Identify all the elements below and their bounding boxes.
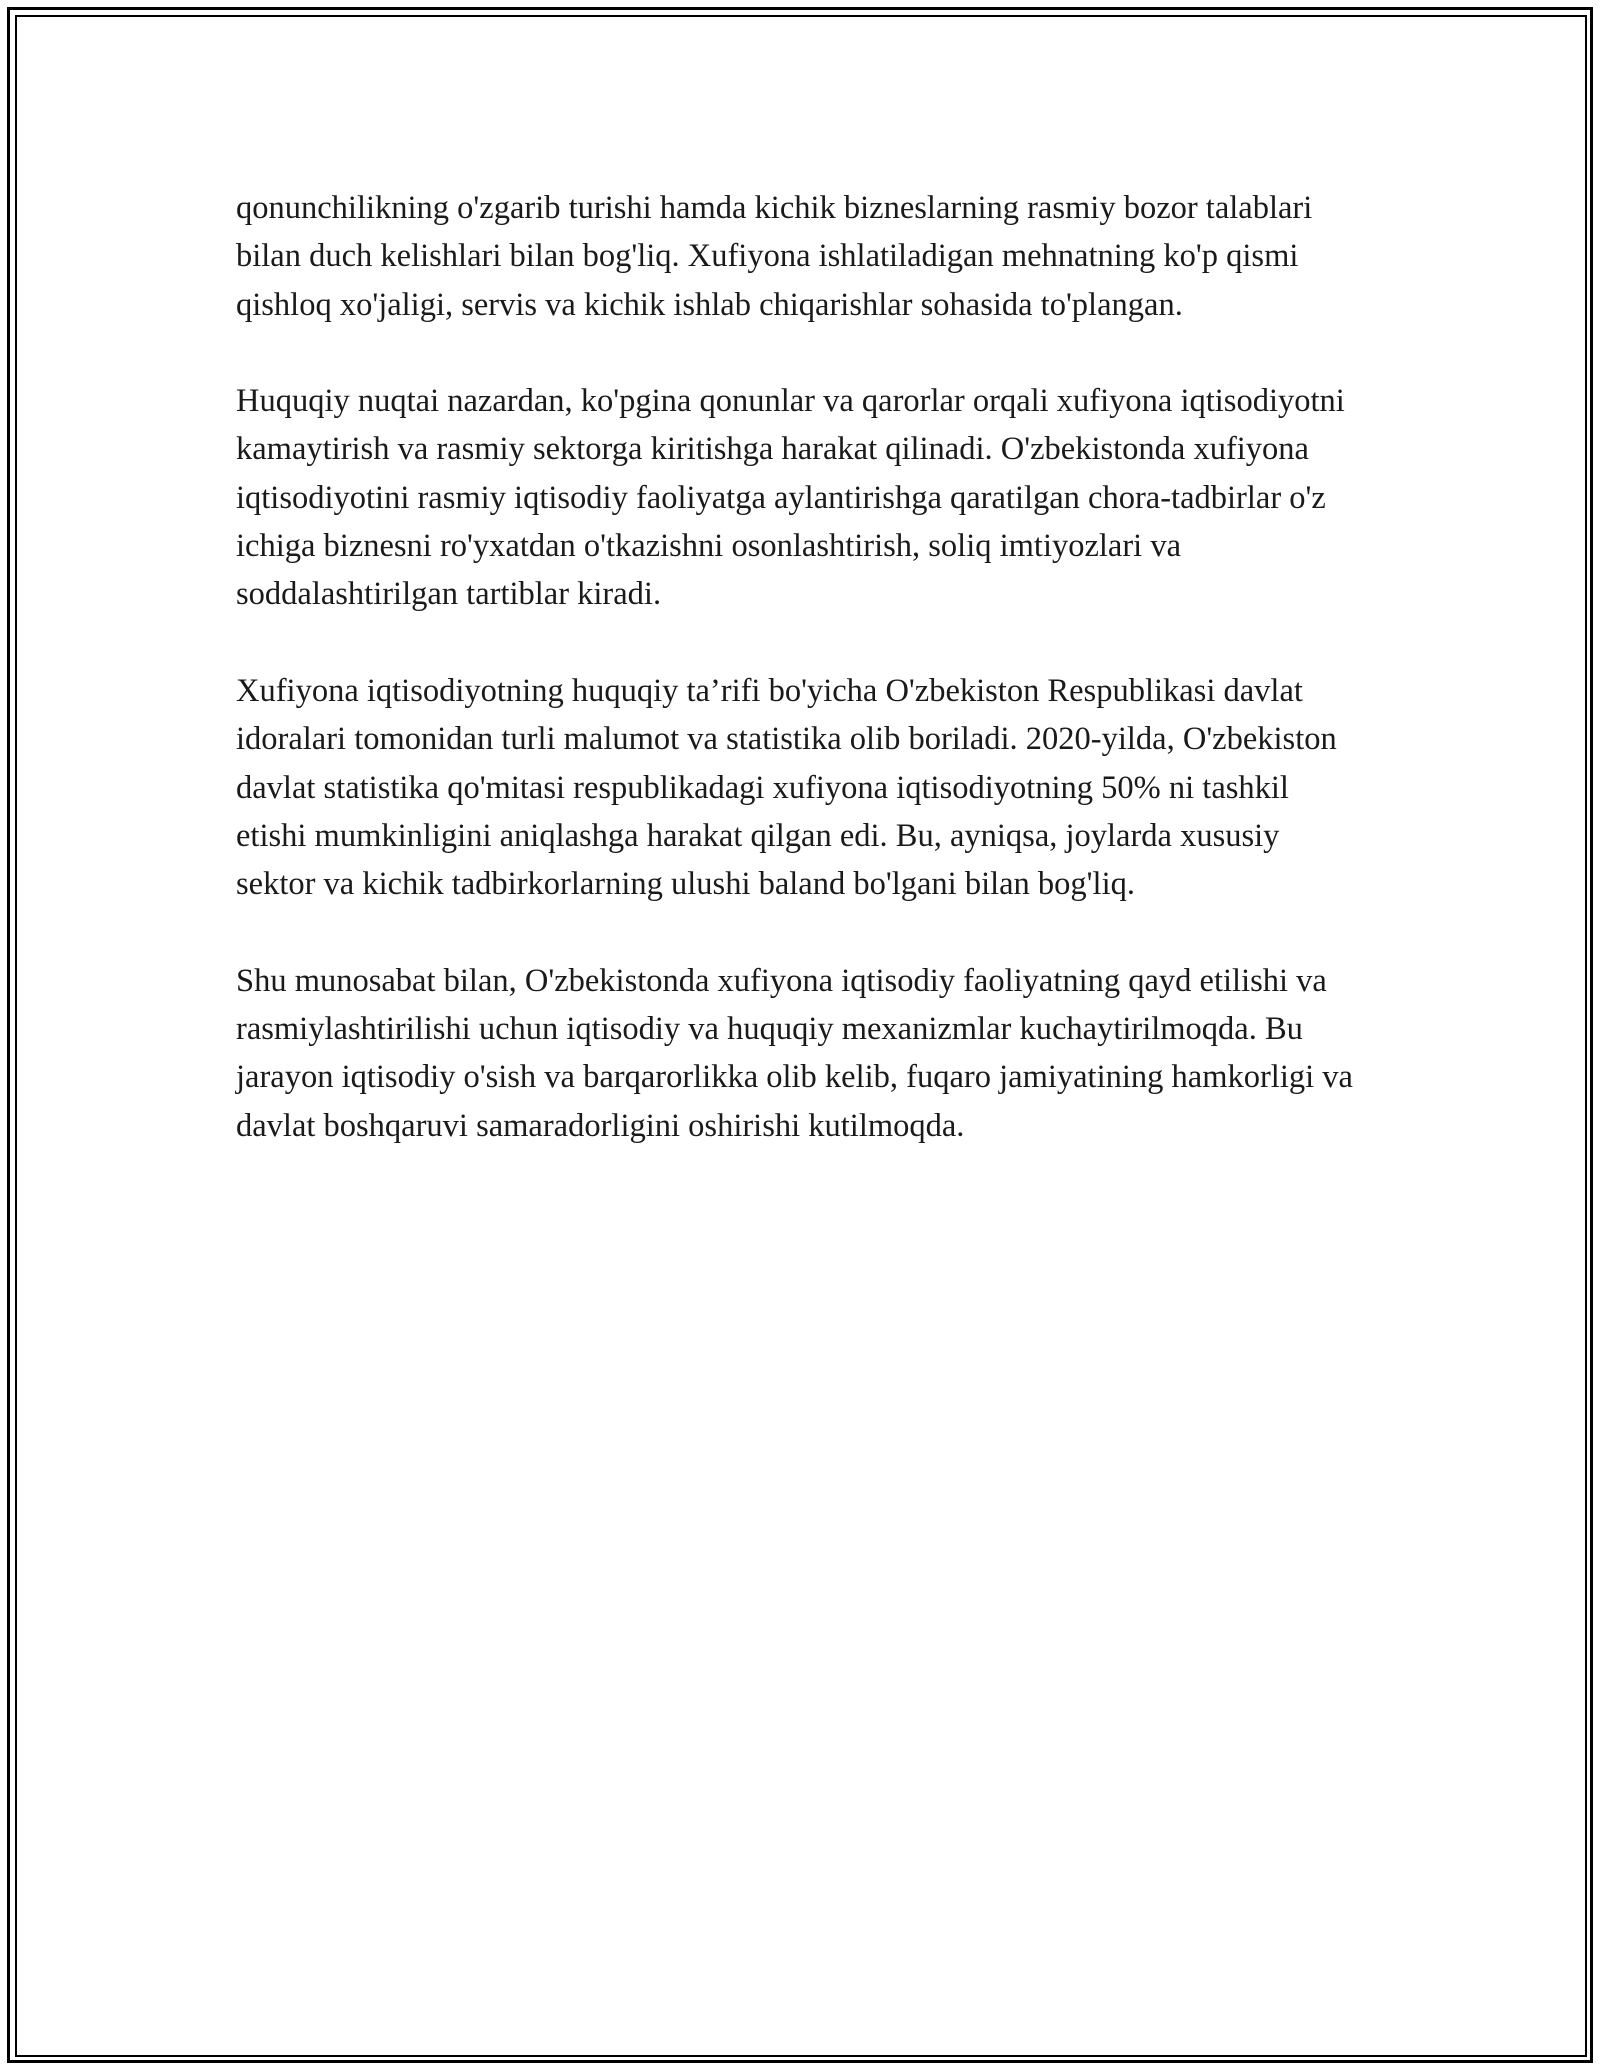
paragraph-2: Huquqiy nuqtai nazardan, ko'pgina qonunlar va qarorlar orqali xufiyona iqtisodiyotni kamaytirish va rasmiy sektorga kiritishga harakat qilinadi. O'zbekistonda xufiyona iqtisodiyotini rasmiy iqtisodiy faoliyatga aylantirishga qaratilgan chora-tadbirlar o'z ichiga biznesni ro'yxatdan o'tkazishni osonlashtirish, soliq imtiyozlari va soddalashtirilgan tartiblar kiradi. xyxy=(236,383,1345,613)
paragraph-4: Shu munosabat bilan, O'zbekistonda xufiyona iqtisodiy faoliyatning qayd etilishi va rasmiylashtirilishi uchun iqtisodiy va huquqiy mexanizmlar kuchaytirilmoqda. Bu jarayon iqtisodiy o'sish va barqarorlikka olib kelib, fuqaro jamiyatining hamkorligi va davlat boshqaruvi samaradorligini oshirishi kutilmoqda. xyxy=(236,962,1353,1144)
document-body xyxy=(236,184,1366,1198)
paragraph-3: Xufiyona iqtisodiyotning huquqiy ta’rifi bo'yicha O'zbekiston Respublikasi davlat idoralari tomonidan turli malumot va statistika olib boriladi. 2020-yilda, O'zbekiston davlat statistika qo'mitasi respublikadagi xufiyona iqtisodiyotning 50% ni tashkil etishi mumkinligini aniqlashga harakat qilgan edi. Bu, ayniqsa, joylarda xususiy sektor va kichik tadbirkorlarning ulushi baland bo'lgani bilan bog'liq. xyxy=(236,672,1337,903)
paragraph-1: qonunchilikning o'zgarib turishi hamda kichik bizneslarning rasmiy bozor talablari bilan duch kelishlari bilan bog'liq. Xufiyona ishlatiladigan mehnatning ko'p qismi qishloq xo'jaligi, servis va kichik ishlab chiqarishlar sohasida to'plangan. xyxy=(236,190,1313,323)
